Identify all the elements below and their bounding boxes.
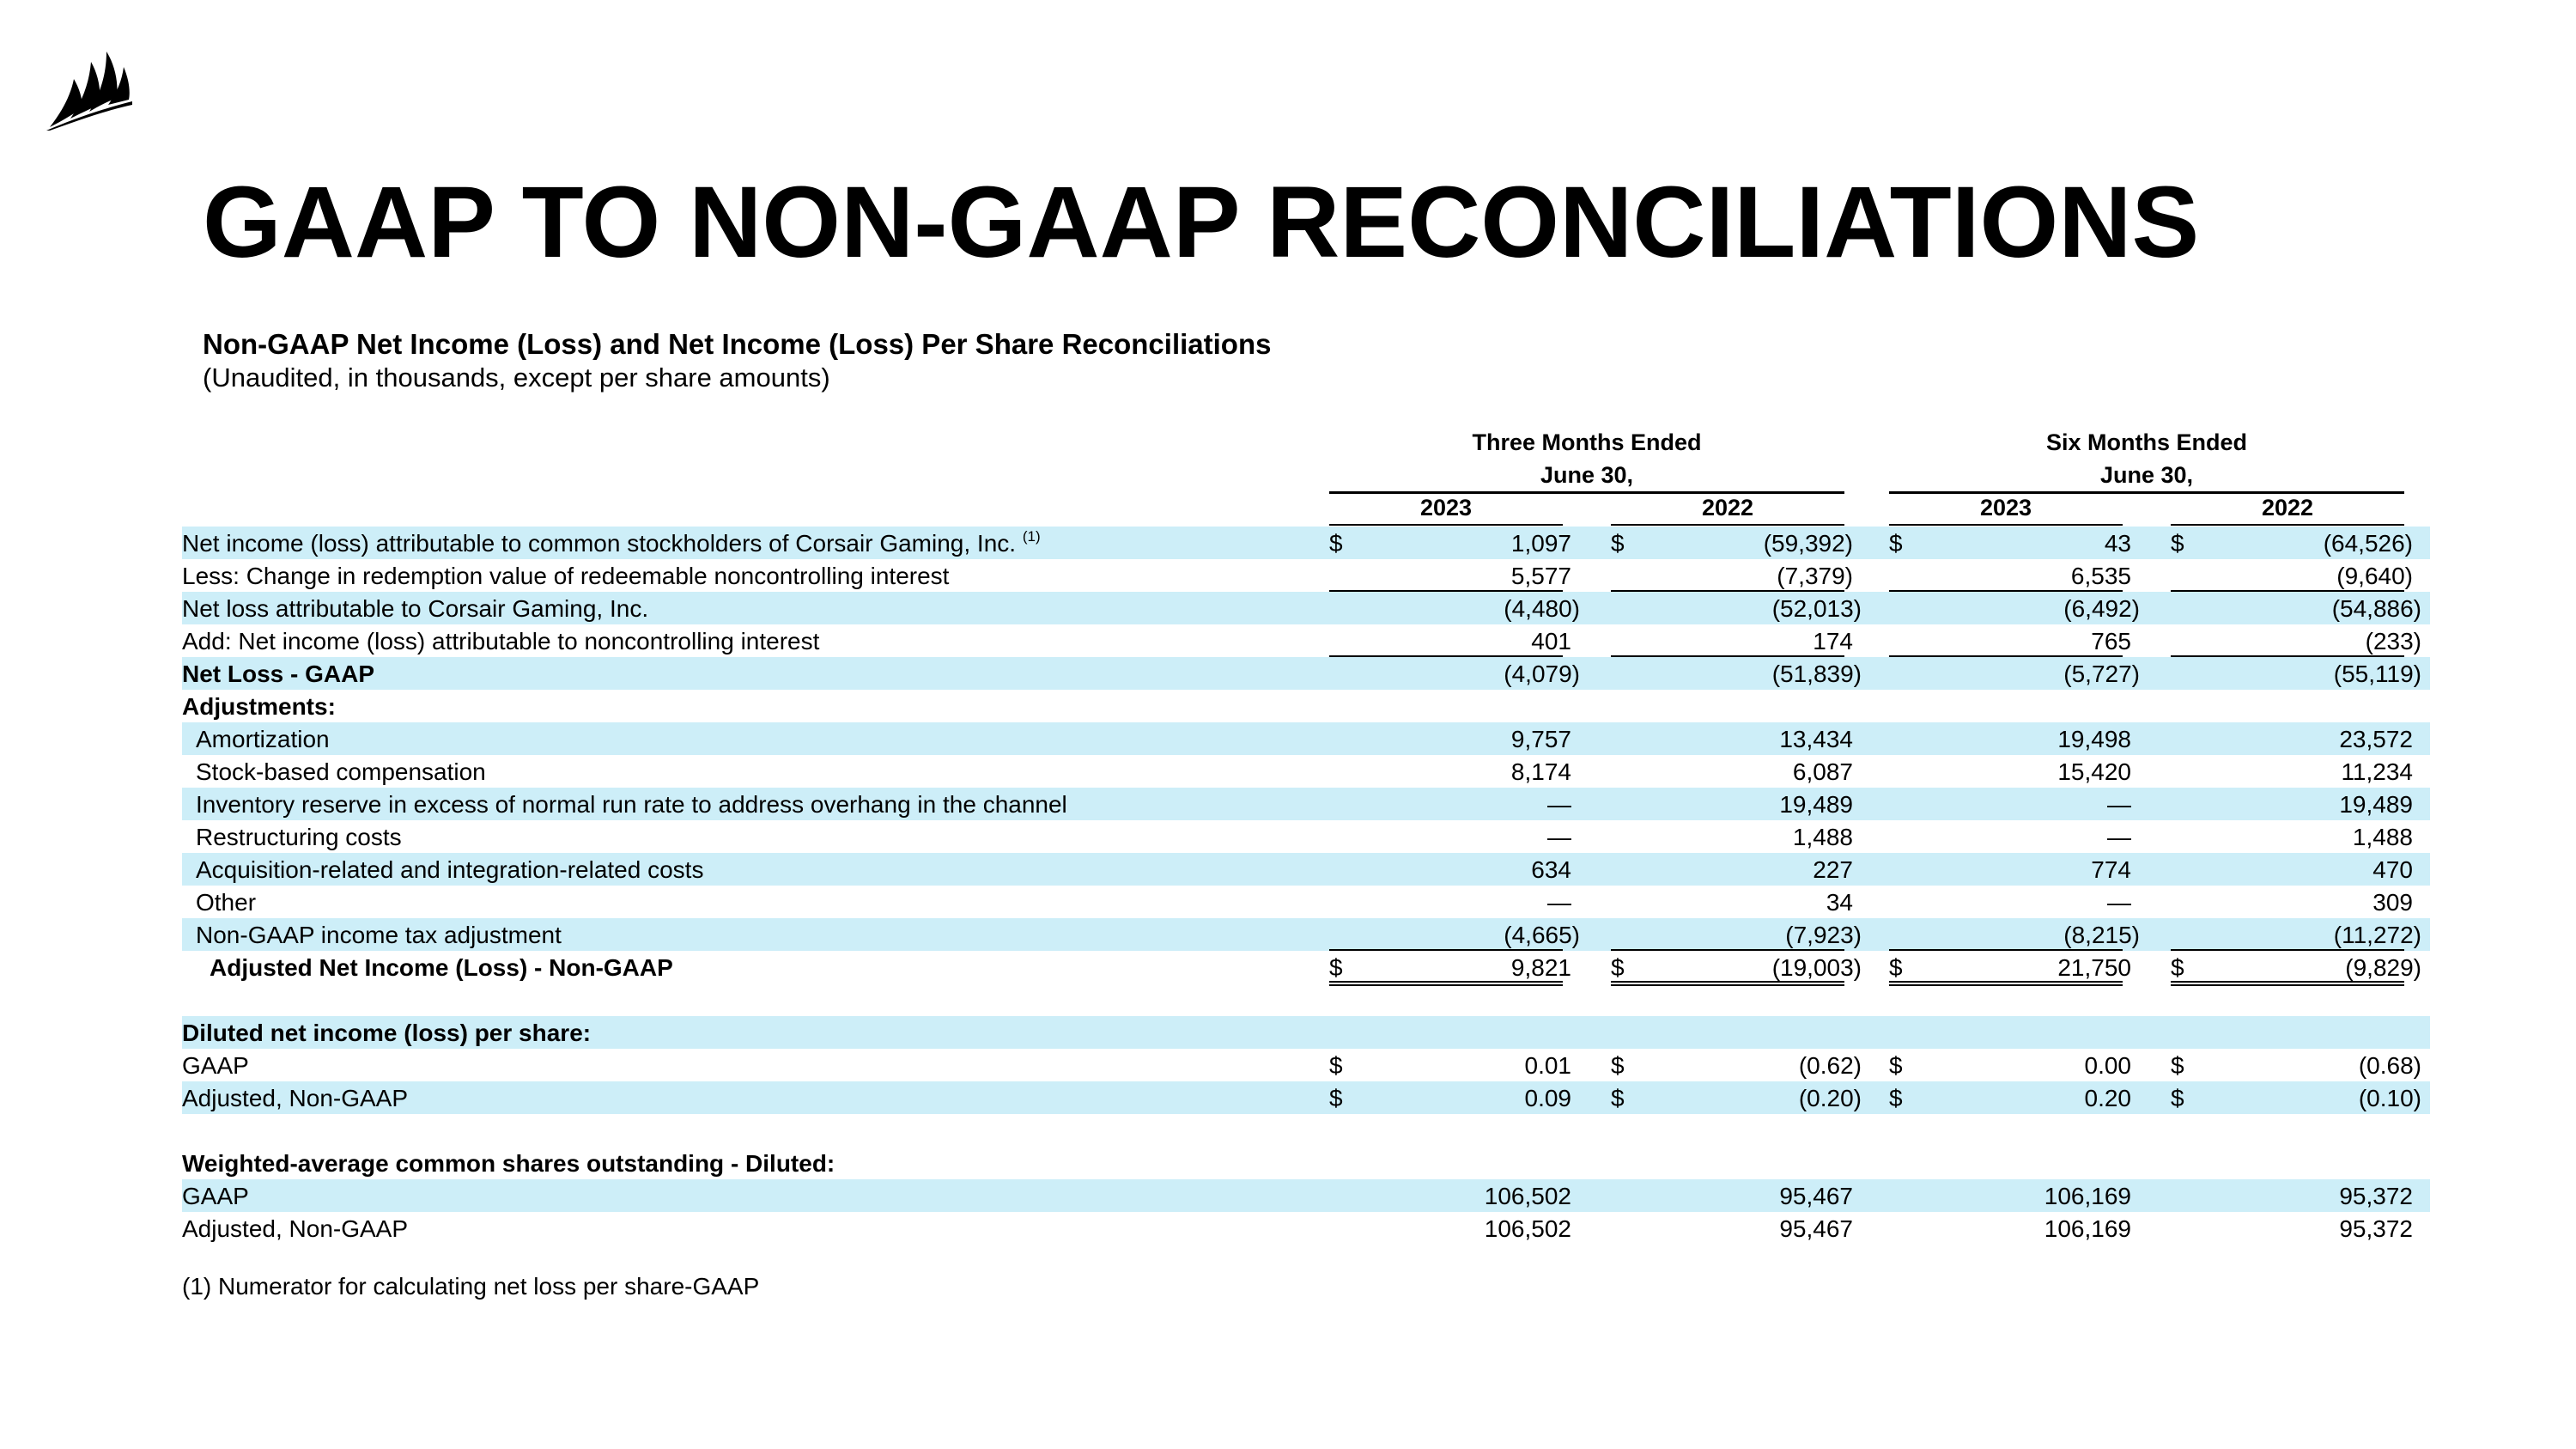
header-year-col4: 2022 <box>2261 495 2314 521</box>
table-row <box>182 1179 2430 1212</box>
value-6m-2022: (0.68) <box>2358 1052 2421 1079</box>
value-3m-2023: 0.01 <box>1524 1052 1571 1079</box>
header-year-col3: 2023 <box>1979 495 2032 521</box>
value-6m-2023: (8,215) <box>2063 922 2140 948</box>
table-row <box>182 788 2430 820</box>
header-year-col1: 2023 <box>1419 495 1473 521</box>
value-3m-2022: 95,467 <box>1779 1183 1853 1209</box>
value-6m-2022: 309 <box>2372 889 2413 916</box>
value-6m-2023: 0.00 <box>2084 1052 2131 1079</box>
value-6m-2023: 15,420 <box>2057 758 2131 785</box>
value-3m-2022: (52,013) <box>1771 595 1862 622</box>
value-3m-2023: — <box>1547 791 1571 818</box>
row-label: Add: Net income (loss) attributable to noncontrolling interest <box>182 628 820 654</box>
dollar-sign: $ <box>1611 954 1625 981</box>
table-row <box>182 690 2430 722</box>
table-row <box>182 918 2430 951</box>
row-label: Net loss attributable to Corsair Gaming, Inc. <box>182 595 649 622</box>
page-title: GAAP TO NON-GAAP RECONCILIATIONS <box>203 166 2200 279</box>
value-3m-2023: 634 <box>1531 856 1571 883</box>
header-three-months-date: June 30, <box>1540 462 1634 488</box>
value-6m-2023: 106,169 <box>2044 1215 2131 1242</box>
value-6m-2023: 774 <box>2091 856 2131 883</box>
dollar-sign: $ <box>1889 530 1903 557</box>
table-row <box>182 722 2430 755</box>
row-label: GAAP <box>182 1052 249 1079</box>
table-row <box>182 1147 2430 1179</box>
dollar-sign: $ <box>2171 1085 2184 1111</box>
value-3m-2023: (4,079) <box>1504 661 1580 687</box>
footnote-marker: (1) <box>1022 528 1041 545</box>
value-6m-2022: (9,640) <box>2336 563 2413 589</box>
row-label: Adjusted Net Income (Loss) - Non-GAAP <box>210 954 673 981</box>
dollar-sign: $ <box>1329 954 1343 981</box>
table-row <box>182 1081 2430 1114</box>
total-double-rule <box>2171 981 2404 986</box>
dollar-sign: $ <box>1329 1085 1343 1111</box>
table-row <box>182 820 2430 853</box>
dollar-sign: $ <box>2171 530 2184 557</box>
row-label: Restructuring costs <box>196 824 402 850</box>
value-3m-2022: 95,467 <box>1779 1215 1853 1242</box>
value-3m-2022: (7,379) <box>1777 563 1853 589</box>
value-3m-2022: 227 <box>1813 856 1853 883</box>
dollar-sign: $ <box>2171 1052 2184 1079</box>
value-6m-2023: (5,727) <box>2063 661 2140 687</box>
value-6m-2023: 21,750 <box>2057 954 2131 981</box>
corsair-sails-logo-icon <box>45 45 134 131</box>
dollar-sign: $ <box>1611 1052 1625 1079</box>
value-6m-2022: 1,488 <box>2352 824 2413 850</box>
header-year-col2: 2022 <box>1701 495 1754 521</box>
row-label: Net income (loss) attributable to common stockholders of Corsair Gaming, Inc. $^{(1)}$ <box>182 528 1041 557</box>
value-3m-2023: 106,502 <box>1484 1183 1571 1209</box>
header-six-months: Six Months Ended <box>2045 429 2247 455</box>
header-rule <box>1611 524 1844 526</box>
value-3m-2022: 19,489 <box>1779 791 1853 818</box>
value-3m-2023: 106,502 <box>1484 1215 1571 1242</box>
value-6m-2022: 95,372 <box>2339 1183 2413 1209</box>
table-row <box>182 1212 2430 1245</box>
total-double-rule <box>1889 981 2123 986</box>
dollar-sign: $ <box>1329 1052 1343 1079</box>
value-6m-2023: — <box>2107 889 2131 916</box>
value-3m-2023: — <box>1547 824 1571 850</box>
table-row <box>182 527 2430 559</box>
row-label: Stock-based compensation <box>196 758 486 785</box>
value-3m-2022: (59,392) <box>1763 530 1853 557</box>
table-row <box>182 592 2430 624</box>
header-rule <box>2171 524 2404 526</box>
table-row <box>182 886 2430 918</box>
value-6m-2022: (9,829) <box>2345 954 2421 981</box>
value-6m-2022: 23,572 <box>2339 726 2413 752</box>
value-6m-2022: (64,526) <box>2323 530 2413 557</box>
dollar-sign: $ <box>1329 530 1343 557</box>
value-3m-2023: 1,097 <box>1510 530 1571 557</box>
header-rule <box>1889 491 2404 494</box>
value-3m-2023: (4,480) <box>1504 595 1580 622</box>
value-6m-2023: — <box>2107 824 2131 850</box>
header-rule <box>1889 524 2123 526</box>
value-3m-2023: 5,577 <box>1510 563 1571 589</box>
table-row <box>182 951 2430 983</box>
value-6m-2022: (0.10) <box>2358 1085 2421 1111</box>
value-3m-2022: (51,839) <box>1771 661 1862 687</box>
value-3m-2022: 6,087 <box>1792 758 1853 785</box>
value-3m-2023: 8,174 <box>1510 758 1571 785</box>
dollar-sign: $ <box>1611 530 1625 557</box>
header-rule <box>1329 491 1844 494</box>
value-3m-2022: (0.20) <box>1798 1085 1862 1111</box>
value-3m-2022: (0.62) <box>1798 1052 1862 1079</box>
table-row <box>182 1016 2430 1049</box>
row-label: Adjusted, Non-GAAP <box>182 1215 409 1242</box>
section-label: Weighted-average common shares outstanding - Diluted: <box>182 1150 835 1177</box>
section-label: Diluted net income (loss) per share: <box>182 1020 592 1046</box>
value-6m-2022: (55,119) <box>2333 661 2421 687</box>
dollar-sign: $ <box>1889 1085 1903 1111</box>
value-6m-2022: 470 <box>2372 856 2413 883</box>
table-row <box>182 755 2430 788</box>
header-three-months: Three Months Ended <box>1472 429 1702 455</box>
value-6m-2022: 19,489 <box>2339 791 2413 818</box>
table-row <box>182 657 2430 690</box>
value-3m-2022: (19,003) <box>1771 954 1862 981</box>
value-6m-2023: 765 <box>2091 628 2131 654</box>
table-subtitle: Non-GAAP Net Income (Loss) and Net Income (Loss) Per Share Reconciliations <box>203 328 1272 360</box>
row-label: Net Loss - GAAP <box>182 661 375 687</box>
dollar-sign: $ <box>2171 954 2184 981</box>
row-label: Less: Change in redemption value of redeemable noncontrolling interest <box>182 563 950 589</box>
footnote: (1) Numerator for calculating net loss per share-GAAP <box>182 1273 760 1300</box>
value-3m-2022: (7,923) <box>1785 922 1862 948</box>
value-6m-2022: (233) <box>2365 628 2421 654</box>
header-rule <box>1329 524 1563 526</box>
section-label: Adjustments: <box>182 693 336 720</box>
value-3m-2023: (4,665) <box>1504 922 1580 948</box>
table-row <box>182 1049 2430 1081</box>
value-3m-2023: 401 <box>1531 628 1571 654</box>
total-double-rule <box>1329 981 1563 986</box>
row-label: GAAP <box>182 1183 249 1209</box>
value-6m-2023: 106,169 <box>2044 1183 2131 1209</box>
row-label: Non-GAAP income tax adjustment <box>196 922 562 948</box>
value-6m-2023: 19,498 <box>2057 726 2131 752</box>
value-3m-2022: 34 <box>1826 889 1853 916</box>
value-6m-2023: 43 <box>2104 530 2131 557</box>
table-row <box>182 559 2430 592</box>
row-label: Amortization <box>196 726 330 752</box>
value-6m-2023: — <box>2107 791 2131 818</box>
value-6m-2022: (11,272) <box>2333 922 2421 948</box>
value-3m-2023: 0.09 <box>1524 1085 1571 1111</box>
dollar-sign: $ <box>1889 954 1903 981</box>
value-3m-2023: — <box>1547 889 1571 916</box>
value-6m-2023: (6,492) <box>2063 595 2140 622</box>
value-3m-2023: 9,821 <box>1510 954 1571 981</box>
row-label: Other <box>196 889 257 916</box>
value-6m-2022: (54,886) <box>2331 595 2421 622</box>
dollar-sign: $ <box>1611 1085 1625 1111</box>
value-3m-2022: 1,488 <box>1792 824 1853 850</box>
total-double-rule <box>1611 981 1844 986</box>
value-3m-2022: 13,434 <box>1779 726 1853 752</box>
row-label: Adjusted, Non-GAAP <box>182 1085 409 1111</box>
value-6m-2023: 6,535 <box>2070 563 2131 589</box>
value-6m-2022: 11,234 <box>2341 758 2413 785</box>
header-six-months-date: June 30, <box>2099 462 2194 488</box>
table-subnote: (Unaudited, in thousands, except per share amounts) <box>203 362 830 393</box>
row-label: Acquisition-related and integration-related costs <box>196 856 704 883</box>
table-row <box>182 853 2430 886</box>
row-label: Inventory reserve in excess of normal run rate to address overhang in the channel <box>196 791 1067 818</box>
dollar-sign: $ <box>1889 1052 1903 1079</box>
table-row <box>182 624 2430 657</box>
value-6m-2023: 0.20 <box>2084 1085 2131 1111</box>
value-3m-2023: 9,757 <box>1510 726 1571 752</box>
value-3m-2022: 174 <box>1813 628 1853 654</box>
value-6m-2022: 95,372 <box>2339 1215 2413 1242</box>
